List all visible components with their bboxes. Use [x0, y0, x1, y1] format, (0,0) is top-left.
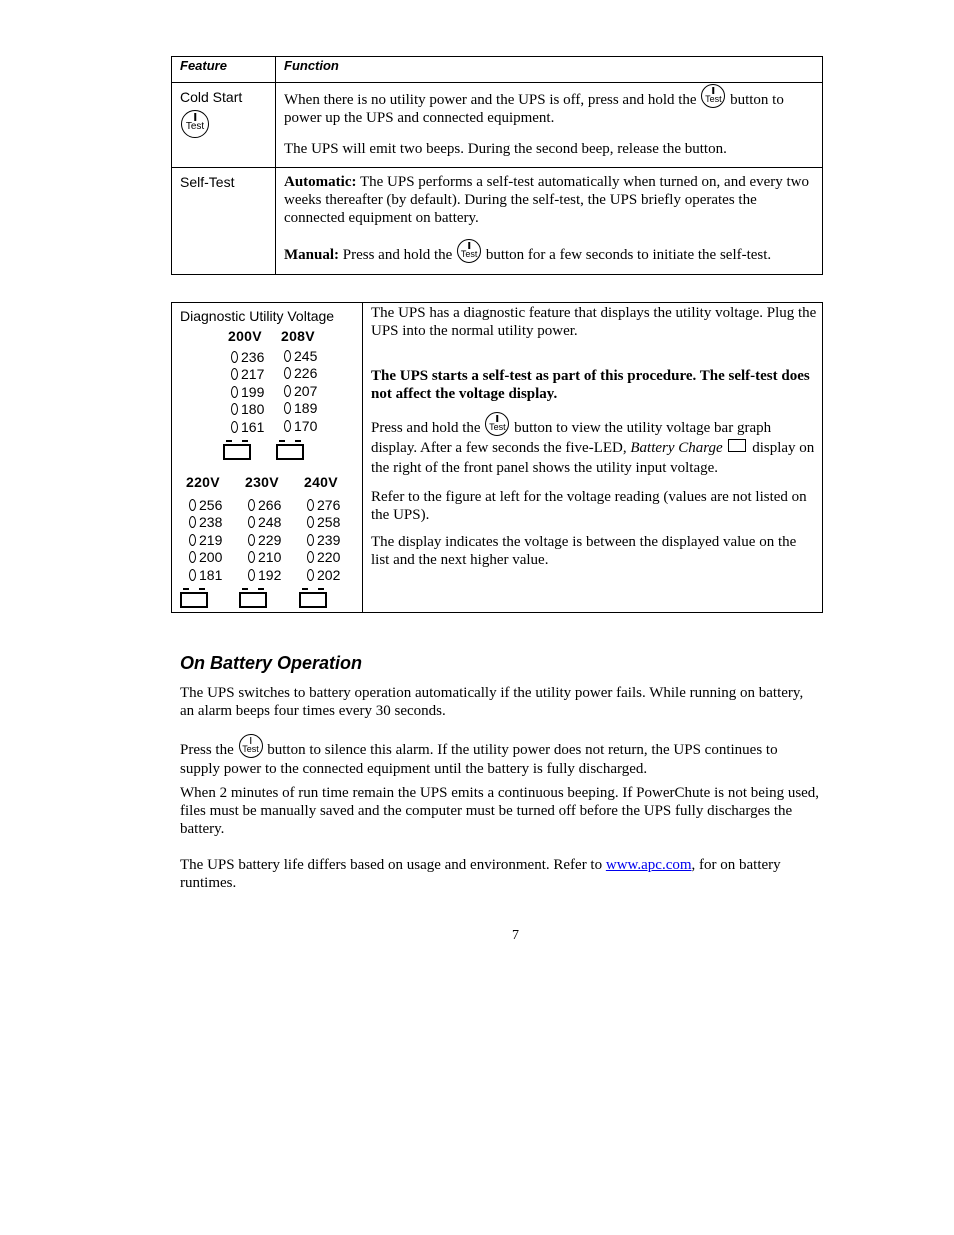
voltage-row — [231, 348, 264, 366]
battery-icon — [276, 440, 304, 460]
voltage-value: 245 — [294, 347, 318, 364]
on-battery-p2: Press the Test button to silence this alarm. If the utility power does not return, the UPS continues to supply power to the connected equipment until the battery is fully discharged. — [180, 734, 820, 779]
voltage-row — [307, 549, 340, 567]
voltage-row — [189, 531, 222, 549]
cold-start-label: Cold Start — [180, 89, 243, 105]
voltage-value: 207 — [294, 382, 318, 399]
self-test-auto: Automatic: The UPS performs a self-test automatically when turned on, and every two weeks thereafter (by default). During the self-test, the UPS briefly operates the connected equipment on battery. — [284, 174, 810, 226]
led-icon — [189, 516, 196, 528]
apc-link[interactable]: www.apc.com — [605, 857, 692, 873]
test-button-icon: Test — [457, 239, 481, 263]
led-icon — [307, 569, 314, 581]
diagnostic-table — [171, 302, 823, 613]
voltage-value: 220 — [317, 549, 341, 566]
led-icon — [248, 516, 255, 528]
battery-icon — [223, 440, 251, 460]
column-divider — [275, 57, 276, 274]
voltage-row — [189, 496, 222, 514]
voltage-row — [231, 401, 264, 419]
test-button-icon: Test — [239, 734, 263, 758]
voltage-row — [284, 400, 317, 418]
led-icon — [189, 534, 196, 546]
cold-start-text: When there is no utility power and the UPS is off, press and hold the Test button to power up the UPS and connected equipment. — [284, 84, 814, 127]
voltage-list — [231, 348, 264, 436]
diagnostic-range-note: The display indicates the voltage is between the displayed value on the list and the next higher value. — [371, 534, 797, 568]
cold-start-beeps: The UPS will emit two beeps. During the second beep, release the button. — [284, 141, 727, 157]
led-icon — [307, 499, 314, 511]
voltage-list — [189, 496, 222, 584]
section-heading: On Battery Operation — [180, 653, 363, 673]
voltage-heading: 240V — [304, 474, 338, 490]
voltage-list — [248, 496, 281, 584]
voltage-row — [284, 365, 317, 383]
voltage-row — [307, 496, 340, 514]
voltage-row — [189, 514, 222, 532]
diagnostic-intro: The UPS has a diagnostic feature that displays the utility voltage. Plug the UPS into the normal utility power. — [371, 305, 817, 339]
voltage-value: 219 — [199, 531, 223, 548]
cold-start-icon-wrap — [180, 110, 210, 139]
voltage-row — [307, 566, 340, 584]
battery-icon — [728, 439, 746, 452]
voltage-value: 276 — [317, 496, 341, 513]
on-battery-p3: When 2 minutes of run time remain the UPS emits a continuous beeping. If PowerChute is not being used, files must be manually saved and the computer must be turned off before the UPS fully discharges the battery. — [180, 785, 820, 837]
led-icon — [248, 551, 255, 563]
diagnostic-warning: The UPS starts a self-test as part of this procedure. The self-test does not affect the voltage display. — [371, 368, 810, 402]
voltage-heading: 230V — [245, 474, 279, 490]
test-button-icon: Test — [485, 412, 509, 436]
led-icon — [231, 386, 238, 398]
voltage-row — [248, 514, 281, 532]
led-icon — [284, 402, 291, 414]
voltage-value: 180 — [241, 401, 265, 418]
voltage-value: 229 — [258, 531, 282, 548]
voltage-row — [248, 566, 281, 584]
voltage-value: 210 — [258, 549, 282, 566]
voltage-row — [231, 383, 264, 401]
voltage-value: 189 — [294, 400, 318, 417]
led-icon — [284, 420, 291, 432]
battery-icon — [239, 588, 267, 608]
page-number: 7 — [512, 928, 519, 943]
voltage-row — [248, 549, 281, 567]
voltage-heading: 208V — [281, 328, 315, 344]
voltage-row — [307, 514, 340, 532]
feature-table — [171, 56, 823, 275]
self-test-label: Self-Test — [180, 174, 235, 190]
voltage-list — [284, 347, 317, 435]
led-icon — [231, 368, 238, 380]
voltage-row — [189, 566, 222, 584]
led-icon — [231, 403, 238, 415]
voltage-value: 181 — [199, 566, 223, 583]
led-icon — [284, 367, 291, 379]
battery-icon — [180, 588, 208, 608]
battery-icon — [299, 588, 327, 608]
voltage-heading: 220V — [186, 474, 220, 490]
test-button-icon: Test — [701, 84, 725, 108]
voltage-value: 248 — [258, 514, 282, 531]
voltage-value: 200 — [199, 549, 223, 566]
voltage-value: 226 — [294, 365, 318, 382]
voltage-row — [231, 366, 264, 384]
voltage-value: 192 — [258, 566, 282, 583]
led-icon — [307, 534, 314, 546]
row-divider — [172, 167, 822, 168]
led-icon — [189, 569, 196, 581]
header-function: Function — [284, 58, 339, 73]
header-feature: Feature — [180, 58, 227, 73]
led-icon — [307, 516, 314, 528]
led-icon — [248, 534, 255, 546]
led-icon — [189, 499, 196, 511]
led-icon — [231, 351, 238, 363]
voltage-value: 161 — [241, 418, 265, 435]
voltage-value: 258 — [317, 514, 341, 531]
voltage-value: 170 — [294, 417, 318, 434]
voltage-row — [231, 418, 264, 436]
voltage-row — [307, 531, 340, 549]
led-icon — [284, 350, 291, 362]
diagnostic-instructions: Press and hold the Test button to view the utility voltage bar graph display. After a few seconds the five-LED, Battery Charge display on the right of the front panel shows the utility input voltage. — [371, 412, 817, 478]
led-icon — [307, 551, 314, 563]
voltage-value: 202 — [317, 566, 341, 583]
led-icon — [248, 499, 255, 511]
test-button-icon: Test — [181, 110, 209, 138]
diagnostic-label: Diagnostic Utility Voltage — [180, 308, 335, 324]
voltage-list — [307, 496, 340, 584]
voltage-value: 238 — [199, 514, 223, 531]
voltage-value: 236 — [241, 348, 265, 365]
voltage-value: 239 — [317, 531, 341, 548]
voltage-value: 217 — [241, 366, 265, 383]
voltage-row — [284, 417, 317, 435]
on-battery-p1: The UPS switches to battery operation automatically if the utility power fails. While running on battery, an alarm beeps four times every 30 seconds. — [180, 685, 804, 719]
led-icon — [189, 551, 196, 563]
led-icon — [284, 385, 291, 397]
column-divider — [362, 303, 363, 612]
voltage-heading: 200V — [228, 328, 262, 344]
led-icon — [248, 569, 255, 581]
diagnostic-refer: Refer to the figure at left for the voltage reading (values are not listed on the UPS). — [371, 489, 807, 523]
voltage-row — [189, 549, 222, 567]
voltage-row — [284, 347, 317, 365]
voltage-row — [284, 382, 317, 400]
voltage-row — [248, 496, 281, 514]
header-divider — [172, 82, 822, 83]
self-test-manual: Manual: Press and hold the Test button for a few seconds to initiate the self-test. — [284, 239, 814, 264]
voltage-value: 199 — [241, 383, 265, 400]
on-battery-p4: The UPS battery life differs based on usage and environment. Refer to www.apc.com, for on battery runtimes. — [180, 857, 781, 891]
voltage-row — [248, 531, 281, 549]
led-icon — [231, 421, 238, 433]
voltage-value: 256 — [199, 496, 223, 513]
voltage-value: 266 — [258, 496, 282, 513]
